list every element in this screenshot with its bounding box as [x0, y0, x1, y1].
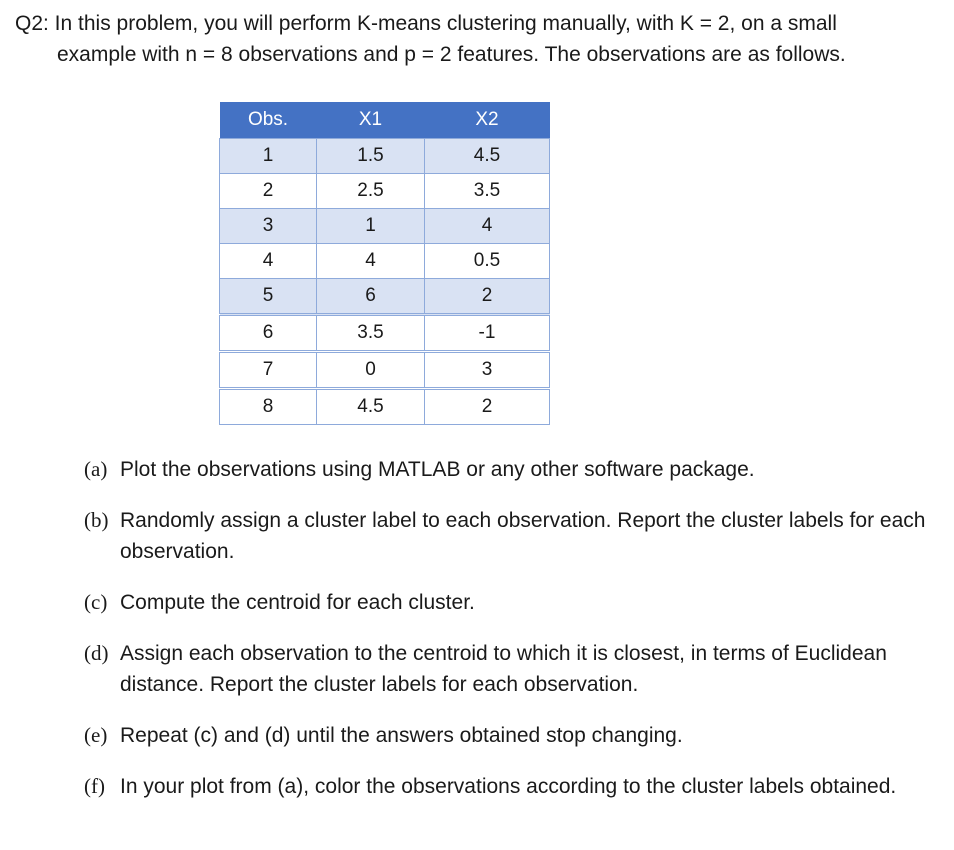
question-text	[15, 8, 915, 70]
table-row	[220, 174, 550, 209]
part-a	[84, 454, 934, 485]
header-x1: X1	[317, 102, 425, 139]
x1-cell: 0	[317, 352, 425, 389]
question-line-1: Q2: In this problem, you will perform K-means clustering manually, with K = 2, on a small	[15, 12, 837, 35]
part-text: Assign each observation to the centroid to which it is closest, in terms of Euclidean distance. Report the cluster labels for each observation.	[120, 642, 887, 696]
x2-cell: 2	[425, 389, 550, 425]
part-b	[84, 505, 934, 567]
observations-table	[219, 102, 550, 425]
table-row	[220, 244, 550, 279]
table-row	[220, 389, 550, 425]
part-label: (d)	[84, 641, 109, 665]
x2-cell: 3.5	[425, 174, 550, 209]
table-row	[220, 279, 550, 315]
obs-cell: 8	[220, 389, 317, 425]
part-text: Plot the observations using MATLAB or any other software package.	[120, 458, 755, 481]
question-parts-list	[84, 454, 934, 822]
part-f	[84, 771, 934, 802]
part-label: (c)	[84, 590, 108, 614]
part-text: Repeat (c) and (d) until the answers obtained stop changing.	[120, 724, 683, 747]
header-obs: Obs.	[220, 102, 317, 139]
x1-cell: 4	[317, 244, 425, 279]
part-e	[84, 720, 934, 751]
obs-cell: 3	[220, 209, 317, 244]
x2-cell: 4.5	[425, 139, 550, 174]
table-row	[220, 352, 550, 389]
obs-cell: 4	[220, 244, 317, 279]
table-row	[220, 209, 550, 244]
question-line-2: example with n = 8 observations and p = 2 features. The observations are as follows.	[57, 43, 846, 66]
part-text: In your plot from (a), color the observations according to the cluster labels obtained.	[120, 775, 897, 798]
part-label: (a)	[84, 457, 108, 481]
x1-cell: 6	[317, 279, 425, 315]
header-x2: X2	[425, 102, 550, 139]
obs-cell: 1	[220, 139, 317, 174]
part-d	[84, 638, 934, 700]
part-label: (f)	[84, 774, 105, 798]
part-label: (b)	[84, 508, 109, 532]
table-row	[220, 315, 550, 352]
x2-cell: -1	[425, 315, 550, 352]
part-text: Randomly assign a cluster label to each observation. Report the cluster labels for each observation.	[120, 509, 926, 563]
part-label: (e)	[84, 723, 108, 747]
x2-cell: 2	[425, 279, 550, 315]
table-row	[220, 139, 550, 174]
obs-cell: 5	[220, 279, 317, 315]
part-text: Compute the centroid for each cluster.	[120, 591, 475, 614]
obs-cell: 6	[220, 315, 317, 352]
obs-cell: 7	[220, 352, 317, 389]
x1-cell: 3.5	[317, 315, 425, 352]
part-c	[84, 587, 934, 618]
x1-cell: 1	[317, 209, 425, 244]
x2-cell: 4	[425, 209, 550, 244]
x2-cell: 3	[425, 352, 550, 389]
table-header-row	[220, 102, 550, 139]
x1-cell: 1.5	[317, 139, 425, 174]
x1-cell: 2.5	[317, 174, 425, 209]
obs-cell: 2	[220, 174, 317, 209]
x2-cell: 0.5	[425, 244, 550, 279]
x1-cell: 4.5	[317, 389, 425, 425]
